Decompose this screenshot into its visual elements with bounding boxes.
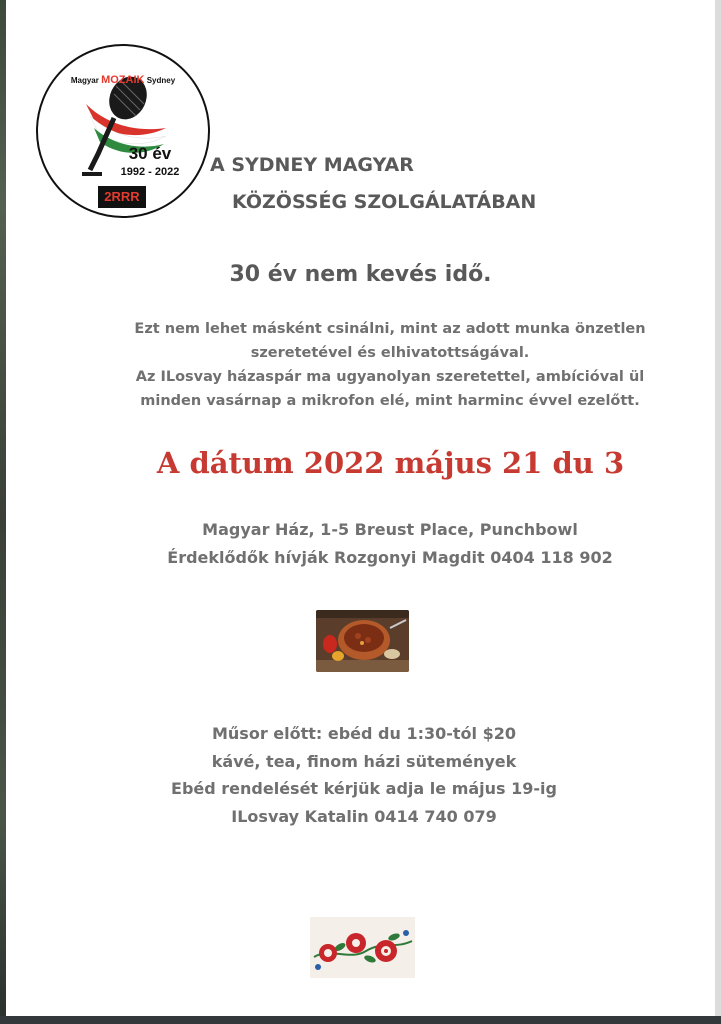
logo-years-range: 1992 - 2022 xyxy=(120,166,180,178)
logo-brand-left: Magyar xyxy=(70,76,99,85)
logo-brand-right: Sydney xyxy=(146,76,176,85)
logo-brand xyxy=(38,74,208,86)
radio-logo xyxy=(36,44,210,218)
logo-station-badge: 2RRR xyxy=(98,186,146,208)
background-edge-right xyxy=(715,0,721,1024)
hungarian-folk-floral-icon xyxy=(310,917,415,978)
program-line: Műsor előtt: ebéd du 1:30-tól $20 xyxy=(211,724,516,743)
goulash-photo xyxy=(316,610,409,672)
subheading: 30 év nem kevés idő. xyxy=(229,262,492,287)
program-line: kávé, tea, finom házi sütemények xyxy=(211,751,517,771)
venue-info xyxy=(60,516,720,572)
background-edge-bottom xyxy=(0,1016,721,1024)
venue-contact: Érdeklődők hívják Rozgonyi Magdit 0404 118 902 xyxy=(167,548,613,567)
venue-address: Magyar Ház, 1-5 Breust Place, Punchbowl xyxy=(202,520,578,539)
program-info xyxy=(0,720,721,830)
intro-line: szeretetével és elhivatottságával. xyxy=(250,345,530,361)
intro-line: minden vasárnap a mikrofon elé, mint harminc évvel ezelőtt. xyxy=(140,393,640,409)
logo-brand-mozaik: MOZAIK xyxy=(101,74,145,86)
logo-anniversary xyxy=(100,144,200,178)
heading-line-2: KÖZÖSSÉG SZOLGÁLATÁBAN xyxy=(232,191,537,213)
heading-line-1: A SYDNEY MAGYAR xyxy=(210,154,414,176)
intro-line: Az ILosvay házaspár ma ugyanolyan szeretettel, ambícióval ül xyxy=(135,369,645,385)
logo-years-big: 30 év xyxy=(128,144,172,163)
program-line: Ebéd rendelését kérjük adja le május 19-ig xyxy=(171,779,557,798)
intro-line: Ezt nem lehet másként csinálni, mint az adott munka önzetlen xyxy=(134,321,646,337)
event-date: A dátum 2022 május 21 du 3 xyxy=(156,446,625,480)
program-line: ILosvay Katalin 0414 740 079 xyxy=(231,806,497,826)
intro-paragraph xyxy=(60,317,720,413)
